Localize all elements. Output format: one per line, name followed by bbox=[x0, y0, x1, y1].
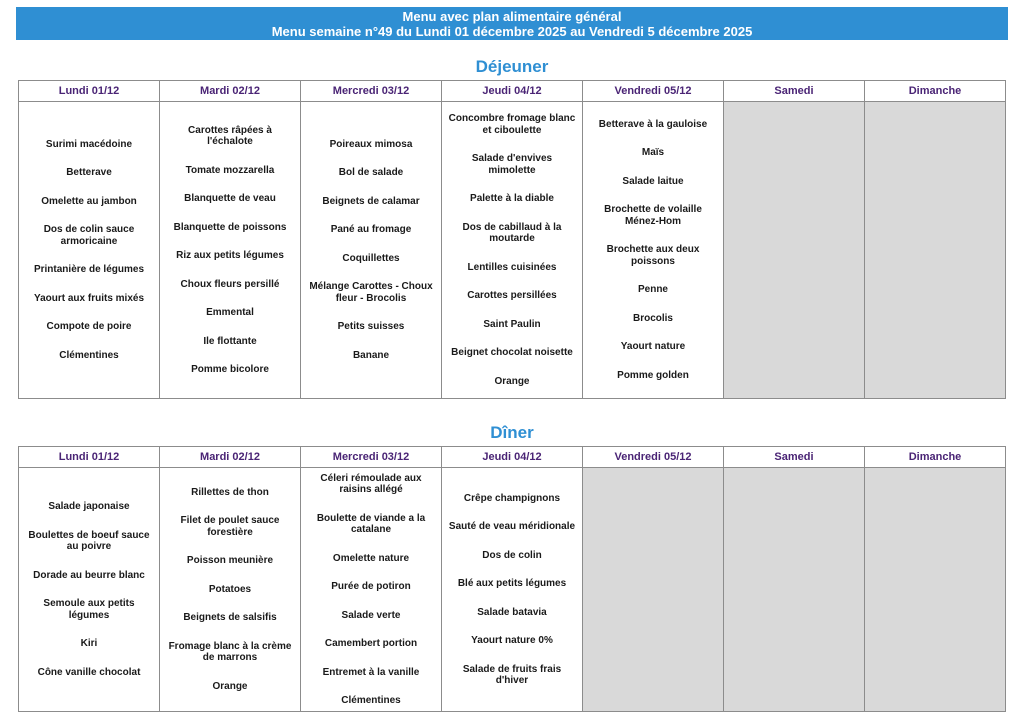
dish-item: Clémentines bbox=[341, 695, 401, 706]
dish-item: Pomme bicolore bbox=[191, 364, 269, 375]
dish-item: Omelette nature bbox=[332, 552, 410, 564]
dish-item: Surimi macédoine bbox=[45, 138, 133, 150]
dinner-section-title: Dîner bbox=[490, 423, 534, 442]
dish-item: Saint Paulin bbox=[483, 318, 541, 330]
dish-item: Dos de colin sauce armoricaine bbox=[43, 224, 135, 247]
dish-item: Entremet à la vanille bbox=[322, 666, 420, 678]
dish-item: Omelette au jambon bbox=[41, 195, 137, 207]
dish-item: Blé aux petits légumes bbox=[457, 578, 567, 589]
dish-item: Clémentines bbox=[59, 349, 119, 361]
dinner-day-cell bbox=[583, 468, 724, 712]
dinner-day-cell bbox=[442, 468, 583, 712]
dinner-day-cell bbox=[724, 468, 865, 712]
day-header: Mercredi 03/12 bbox=[301, 447, 442, 468]
dish-item: Brochette aux deux poissons bbox=[606, 244, 700, 267]
dish-item: Dos de colin bbox=[482, 549, 542, 561]
dish-item: Salade verte bbox=[341, 609, 401, 621]
dish-item: Emmental bbox=[206, 307, 254, 318]
day-header: Mercredi 03/12 bbox=[301, 81, 442, 102]
dinner-day-cell bbox=[301, 468, 442, 712]
dish-item: Printanière de légumes bbox=[33, 264, 145, 276]
lunch-day-cell bbox=[865, 102, 1006, 399]
day-header: Jeudi 04/12 bbox=[442, 447, 583, 468]
day-header: Jeudi 04/12 bbox=[442, 81, 583, 102]
dish-item: Dos de cabillaud à la moutarde bbox=[462, 221, 562, 244]
day-header: Dimanche bbox=[865, 447, 1006, 468]
dish-item: Camembert portion bbox=[324, 638, 418, 649]
dish-item: Pomme golden bbox=[617, 369, 689, 381]
dish-item: Filet de poulet sauce forestière bbox=[180, 515, 280, 538]
dish-item: Maïs bbox=[641, 147, 665, 159]
day-header: Lundi 01/12 bbox=[19, 447, 160, 468]
dish-item: Beignets de calamar bbox=[322, 195, 420, 207]
dish-item: Salade de fruits frais d'hiver bbox=[462, 663, 562, 686]
day-header: Vendredi 05/12 bbox=[583, 81, 724, 102]
dinner-day-header-row bbox=[19, 447, 1006, 468]
dish-item: Céleri rémoulade aux raisins allégé bbox=[320, 472, 422, 495]
dish-item: Yaourt nature 0% bbox=[471, 635, 553, 646]
dish-item: Banane bbox=[352, 349, 390, 361]
dish-item: Concombre fromage blanc et ciboulette bbox=[448, 113, 576, 136]
dish-item: Boulette de viande a la catalane bbox=[316, 512, 426, 535]
header-title: Menu avec plan alimentaire général bbox=[402, 9, 622, 24]
page-header-banner bbox=[16, 7, 1008, 40]
dish-item: Riz aux petits légumes bbox=[176, 250, 284, 261]
dish-item: Bol de salade bbox=[338, 167, 404, 179]
dish-item: Orange bbox=[212, 680, 248, 692]
dinner-day-cell bbox=[865, 468, 1006, 712]
dish-item: Rillettes de thon bbox=[191, 486, 269, 498]
dish-item: Brocolis bbox=[632, 312, 673, 324]
dish-item: Boulettes de boeuf sauce au poivre bbox=[28, 529, 150, 552]
lunch-day-cell bbox=[19, 102, 160, 399]
dish-item: Betterave à la gauloise bbox=[598, 118, 708, 130]
dish-item: Salade laitue bbox=[622, 175, 684, 187]
dish-item: Tomate mozzarella bbox=[185, 164, 275, 176]
lunch-day-cell bbox=[301, 102, 442, 399]
lunch-section-title: Déjeuner bbox=[475, 57, 549, 76]
day-header: Mardi 02/12 bbox=[160, 447, 301, 468]
dish-item: Blanquette de veau bbox=[184, 193, 276, 204]
lunch-day-cell bbox=[583, 102, 724, 399]
dish-item: Betterave bbox=[66, 167, 112, 179]
dish-item: Orange bbox=[494, 375, 530, 387]
dish-item: Petits suisses bbox=[337, 321, 405, 333]
dish-item: Beignets de salsifis bbox=[183, 612, 277, 624]
dish-item: Choux fleurs persillé bbox=[180, 278, 280, 290]
header-week: Menu semaine n°49 du Lundi 01 décembre 2025 au Vendredi 5 décembre 2025 bbox=[271, 24, 753, 39]
dish-item: Ile flottante bbox=[203, 335, 257, 347]
dish-item: Purée de potiron bbox=[331, 581, 411, 592]
dish-item: Yaourt nature bbox=[620, 341, 686, 353]
dish-item: Sauté de veau méridionale bbox=[448, 521, 576, 532]
dish-item: Palette à la diable bbox=[470, 193, 554, 204]
day-header: Mardi 02/12 bbox=[160, 81, 301, 102]
dish-item: Carottes râpées à l'échalote bbox=[188, 124, 272, 147]
lunch-menu-table bbox=[18, 80, 1006, 399]
dish-item: Salade batavia bbox=[477, 606, 547, 618]
dinner-dishes-row bbox=[19, 468, 1006, 712]
dish-item: Coquillettes bbox=[342, 252, 400, 264]
dish-item: Crêpe champignons bbox=[463, 492, 561, 504]
dish-item: Fromage blanc à la crème de marrons bbox=[168, 640, 292, 664]
lunch-day-header-row bbox=[19, 81, 1006, 102]
dish-item: Lentilles cuisinées bbox=[467, 261, 557, 273]
dish-item: Cône vanille chocolat bbox=[37, 666, 141, 678]
dish-item: Salade japonaise bbox=[48, 501, 130, 512]
dish-item: Brochette de volaille Ménez-Hom bbox=[604, 204, 702, 227]
day-header: Samedi bbox=[724, 81, 865, 102]
dish-item: Kiri bbox=[80, 638, 98, 649]
dish-item: Poisson meunière bbox=[186, 555, 274, 567]
dish-item: Carottes persillées bbox=[467, 290, 557, 301]
dish-item: Blanquette de poissons bbox=[173, 221, 287, 233]
dish-item: Dorade au beurre blanc bbox=[33, 569, 145, 581]
lunch-day-cell bbox=[160, 102, 301, 399]
dinner-day-cell bbox=[19, 468, 160, 712]
dish-item: Yaourt aux fruits mixés bbox=[33, 292, 145, 304]
day-header: Dimanche bbox=[865, 81, 1006, 102]
dish-item: Mélange Carottes - Choux fleur - Brocolis bbox=[309, 281, 433, 304]
lunch-day-cell bbox=[442, 102, 583, 399]
day-header: Samedi bbox=[724, 447, 865, 468]
dish-item: Beignet chocolat noisette bbox=[451, 347, 573, 358]
dish-item: Compote de poire bbox=[46, 321, 132, 333]
dish-item: Poireaux mimosa bbox=[329, 138, 413, 150]
dish-item: Penne bbox=[637, 284, 668, 296]
dish-item: Potatoes bbox=[208, 583, 252, 595]
day-header: Lundi 01/12 bbox=[19, 81, 160, 102]
dish-item: Semoule aux petits légumes bbox=[43, 598, 135, 621]
day-header: Vendredi 05/12 bbox=[583, 447, 724, 468]
dish-item: Pané au fromage bbox=[330, 224, 412, 236]
dinner-menu-table bbox=[18, 446, 1006, 712]
dish-item: Salade d'envives mimolette bbox=[471, 153, 553, 176]
lunch-dishes-row bbox=[19, 102, 1006, 399]
lunch-day-cell bbox=[724, 102, 865, 399]
dinner-day-cell bbox=[160, 468, 301, 712]
